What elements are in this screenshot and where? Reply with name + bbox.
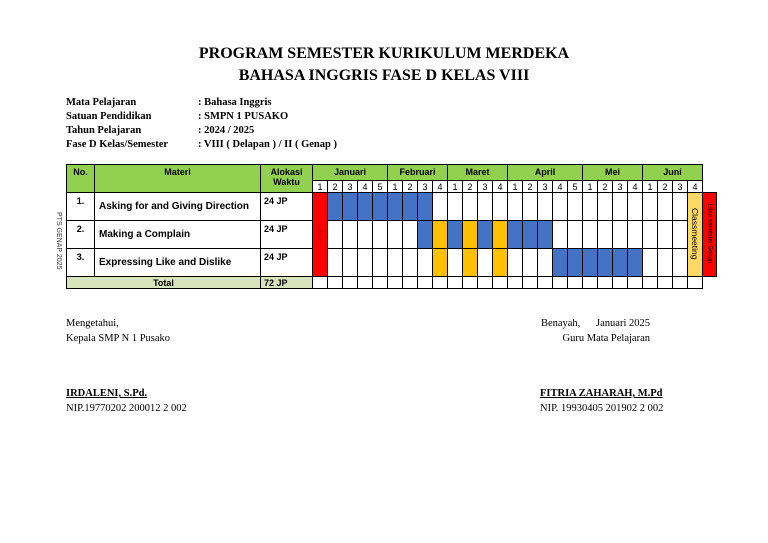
info-row — [66, 110, 337, 124]
schedule-cell — [568, 221, 583, 249]
week-number: 4 — [688, 181, 703, 193]
sign-right-line1: Benayah, Januari 2025 — [540, 318, 650, 329]
table-row — [67, 193, 717, 221]
schedule-cell — [433, 221, 448, 249]
schedule-cell — [523, 221, 538, 249]
document-title: PROGRAM SEMESTER KURIKULUM MERDEKA — [198, 45, 570, 62]
week-number: 2 — [598, 181, 613, 193]
schedule-cell — [673, 249, 688, 277]
schedule-cell — [493, 193, 508, 221]
total-blank-cell — [508, 277, 523, 289]
total-blank-cell — [433, 277, 448, 289]
materi-cell: Making a Complain — [95, 221, 261, 249]
libur-semester-label: Libur semester Genap — [706, 203, 713, 264]
schedule-cell — [493, 249, 508, 277]
schedule-cell — [373, 249, 388, 277]
total-blank-cell — [658, 277, 673, 289]
side-note: PTS GENAP 2025 — [55, 212, 62, 270]
total-label: Total — [67, 277, 261, 289]
alokasi-cell: 24 JP — [261, 249, 313, 277]
total-blank-cell — [388, 277, 403, 289]
header-alokasi: Alokasi Waktu — [261, 165, 313, 193]
schedule-cell — [658, 193, 673, 221]
schedule-cell — [418, 193, 433, 221]
header-materi: Materi — [95, 165, 261, 193]
schedule-cell — [643, 193, 658, 221]
schedule-cell — [313, 193, 328, 277]
total-blank-cell — [598, 277, 613, 289]
schedule-cell — [433, 249, 448, 277]
row-number: 1. — [67, 193, 95, 221]
schedule-cell — [583, 221, 598, 249]
schedule-cell — [328, 249, 343, 277]
schedule-cell — [388, 249, 403, 277]
week-number: 3 — [478, 181, 493, 193]
total-blank-cell — [628, 277, 643, 289]
schedule-cell — [373, 193, 388, 221]
info-row — [66, 138, 337, 152]
week-number: 1 — [448, 181, 463, 193]
schedule-cell — [583, 193, 598, 221]
sign-left-line1: Mengetahui, — [66, 318, 119, 329]
info-block — [66, 96, 337, 152]
info-row — [66, 96, 337, 110]
schedule-cell — [463, 249, 478, 277]
total-blank-cell — [358, 277, 373, 289]
schedule-cell — [448, 221, 463, 249]
total-blank-cell — [343, 277, 358, 289]
schedule-cell — [583, 249, 598, 277]
signature-left-name — [66, 386, 187, 416]
info-label: Tahun Pelajaran — [66, 125, 142, 136]
month-header: Juni — [643, 165, 703, 181]
week-number: 1 — [388, 181, 403, 193]
schedule-cell — [343, 221, 358, 249]
schedule-cell — [373, 221, 388, 249]
total-blank-cell — [478, 277, 493, 289]
schedule-cell — [358, 249, 373, 277]
total-blank-cell — [538, 277, 553, 289]
sign-left-name: IRDALENI, S.Pd. — [66, 388, 148, 399]
schedule-cell — [538, 193, 553, 221]
schedule-cell — [673, 221, 688, 249]
week-number: 4 — [628, 181, 643, 193]
schedule-cell — [403, 193, 418, 221]
signature-right-name — [540, 386, 663, 416]
alokasi-cell: 24 JP — [261, 193, 313, 221]
info-label: Mata Pelajaran — [66, 97, 137, 108]
document-subtitle: BAHASA INGGRIS FASE D KELAS VIII — [238, 67, 530, 84]
schedule-cell — [343, 249, 358, 277]
schedule-cell — [658, 221, 673, 249]
week-number: 3 — [673, 181, 688, 193]
schedule-cell — [418, 221, 433, 249]
month-header: Januari — [313, 165, 388, 181]
week-number: 4 — [493, 181, 508, 193]
week-number: 1 — [583, 181, 598, 193]
header-no: No. — [67, 165, 95, 193]
schedule-cell — [388, 221, 403, 249]
week-number: 2 — [523, 181, 538, 193]
schedule-cell — [598, 221, 613, 249]
schedule-cell — [643, 221, 658, 249]
schedule-cell — [343, 193, 358, 221]
schedule-cell — [403, 249, 418, 277]
materi-rows — [67, 193, 717, 277]
total-blank-cell — [643, 277, 658, 289]
total-blank-cell — [403, 277, 418, 289]
schedule-cell — [478, 249, 493, 277]
total-blank-cell — [313, 277, 328, 289]
info-row — [66, 124, 337, 138]
week-number: 2 — [463, 181, 478, 193]
total-blank-cell — [448, 277, 463, 289]
schedule-cell — [673, 193, 688, 221]
total-blank-cell — [673, 277, 688, 289]
info-value: : 2024 / 2025 — [198, 125, 255, 136]
week-number: 3 — [538, 181, 553, 193]
month-header: Februari — [388, 165, 448, 181]
week-number: 3 — [418, 181, 433, 193]
week-number: 4 — [358, 181, 373, 193]
sign-right-line2: Guru Mata Pelajaran — [562, 333, 650, 344]
table-row — [67, 249, 717, 277]
signature-left — [66, 316, 170, 346]
schedule-cell — [598, 193, 613, 221]
schedule-cell — [628, 249, 643, 277]
schedule-cell — [448, 193, 463, 221]
week-number: 1 — [508, 181, 523, 193]
schedule-cell — [538, 249, 553, 277]
row-number: 3. — [67, 249, 95, 277]
info-value: : SMPN 1 PUSAKO — [198, 111, 289, 122]
schedule-cell — [613, 193, 628, 221]
schedule-cell — [643, 249, 658, 277]
week-number: 2 — [658, 181, 673, 193]
alokasi-cell: 24 JP — [261, 221, 313, 249]
week-number: 5 — [568, 181, 583, 193]
schedule-table — [66, 164, 717, 289]
schedule-cell — [433, 193, 448, 221]
schedule-cell — [688, 193, 703, 277]
total-blank-cell — [463, 277, 478, 289]
week-number: 1 — [643, 181, 658, 193]
schedule-cell — [613, 221, 628, 249]
total-blank-cell — [553, 277, 568, 289]
schedule-cell — [403, 221, 418, 249]
month-header: April — [508, 165, 583, 181]
schedule-cell — [523, 193, 538, 221]
sign-left-nip: NIP.19770202 200012 2 002 — [66, 403, 187, 414]
week-number: 3 — [613, 181, 628, 193]
schedule-cell — [508, 249, 523, 277]
total-blank-cell — [523, 277, 538, 289]
schedule-cell — [328, 221, 343, 249]
schedule-cell — [613, 249, 628, 277]
info-label: Satuan Pendidikan — [66, 111, 152, 122]
schedule-cell — [463, 221, 478, 249]
info-label: Fase D Kelas/Semester — [66, 139, 169, 150]
total-blank-cell — [493, 277, 508, 289]
schedule-cell — [448, 249, 463, 277]
schedule-cell — [478, 193, 493, 221]
schedule-cell — [523, 249, 538, 277]
signature-right — [541, 316, 650, 346]
sign-right-nip: NIP. 19930405 201902 2 002 — [540, 403, 664, 414]
month-header: Maret — [448, 165, 508, 181]
schedule-cell — [568, 249, 583, 277]
materi-cell: Asking for and Giving Direction — [95, 193, 261, 221]
table-row — [67, 221, 717, 249]
month-header: Mei — [583, 165, 643, 181]
total-blank-cell — [373, 277, 388, 289]
schedule-cell — [463, 193, 478, 221]
schedule-cell — [628, 221, 643, 249]
schedule-cell — [538, 221, 553, 249]
schedule-cell — [418, 249, 433, 277]
total-row — [67, 277, 717, 289]
week-number: 2 — [403, 181, 418, 193]
schedule-cell — [478, 221, 493, 249]
total-blank-cell — [568, 277, 583, 289]
materi-cell: Expressing Like and Dislike — [95, 249, 261, 277]
week-number: 4 — [433, 181, 448, 193]
schedule-cell — [598, 249, 613, 277]
schedule-cell — [493, 221, 508, 249]
schedule-cell — [358, 193, 373, 221]
total-value: 72 JP — [261, 277, 313, 289]
total-blank-cell — [418, 277, 433, 289]
schedule-cell — [508, 221, 523, 249]
week-number: 4 — [553, 181, 568, 193]
info-value: : Bahasa Inggris — [198, 97, 272, 108]
classmeeting-label: Classmeeting — [690, 207, 700, 260]
schedule-cell — [553, 193, 568, 221]
total-blank-cell — [583, 277, 598, 289]
schedule-cell — [358, 221, 373, 249]
schedule-cell — [568, 193, 583, 221]
schedule-cell — [328, 193, 343, 221]
sign-right-name: FITRIA ZAHARAH, M.Pd — [540, 388, 663, 399]
week-number: 2 — [328, 181, 343, 193]
schedule-cell — [628, 193, 643, 221]
schedule-cell — [388, 193, 403, 221]
schedule-cell — [703, 193, 717, 277]
schedule-cell — [553, 221, 568, 249]
schedule-cell — [508, 193, 523, 221]
week-number: 1 — [313, 181, 328, 193]
schedule-cell — [553, 249, 568, 277]
week-number: 3 — [343, 181, 358, 193]
week-number: 5 — [373, 181, 388, 193]
schedule-cell — [658, 249, 673, 277]
total-blank-cell — [613, 277, 628, 289]
row-number: 2. — [67, 221, 95, 249]
total-blank-cell — [328, 277, 343, 289]
sign-left-line2: Kepala SMP N 1 Pusako — [66, 333, 171, 344]
libur-label: Libur — [315, 225, 325, 242]
total-blank-cell — [688, 277, 703, 289]
info-value: : VIII ( Delapan ) / II ( Genap ) — [198, 139, 337, 150]
